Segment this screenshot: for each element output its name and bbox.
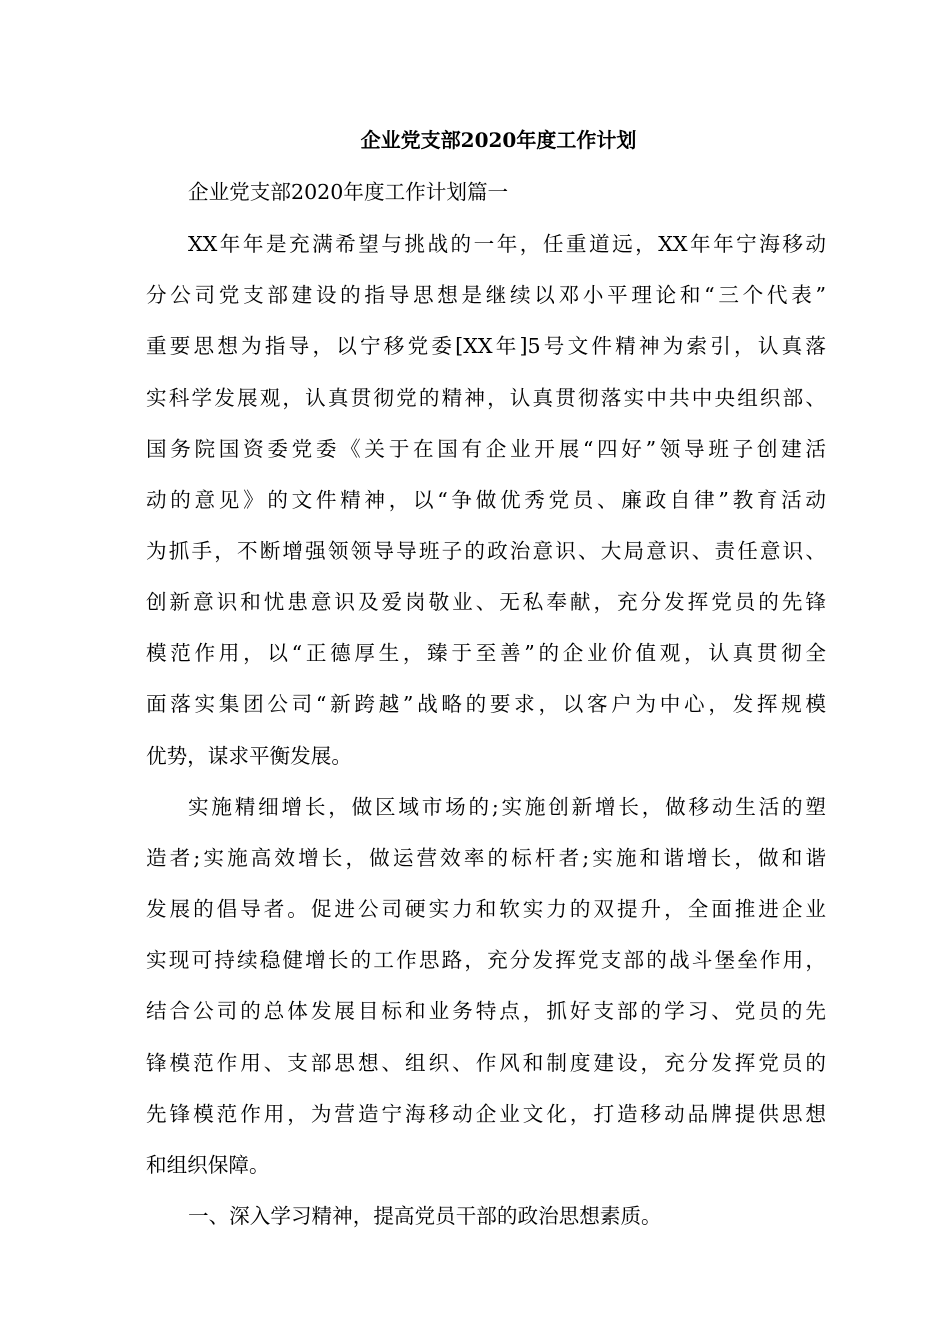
paragraph-line: 实科学发展观，认真贯彻党的精神，认真贯彻落实中共中央组织部、 xyxy=(146,386,826,410)
paragraph-line: XX年年是充满希望与挑战的一年，任重道远，XX年年宁海移动 xyxy=(188,232,826,256)
paragraph-line: 锋模范作用、支部思想、组织、作风和制度建设，充分发挥党员的 xyxy=(146,1051,826,1075)
paragraph-line: 先锋模范作用，为营造宁海移动企业文化，打造移动品牌提供思想 xyxy=(146,1102,826,1126)
paragraph-line: 国务院国资委党委《关于在国有企业开展“四好”领导班子创建活 xyxy=(146,437,826,461)
paragraph-line: 动的意见》的文件精神，以“争做优秀党员、廉政自律”教育活动 xyxy=(146,488,826,512)
paragraph-line: 造者;实施高效增长，做运营效率的标杆者;实施和谐增长，做和谐 xyxy=(146,846,826,870)
paragraph-line: 优势，谋求平衡发展。 xyxy=(146,744,352,768)
paragraph-line: 实施精细增长，做区域市场的;实施创新增长，做移动生活的塑 xyxy=(188,795,826,819)
paragraph-line: 和组织保障。 xyxy=(146,1153,270,1177)
paragraph-line: 结合公司的总体发展目标和业务特点，抓好支部的学习、党员的先 xyxy=(146,999,826,1023)
paragraph-line: 实现可持续稳健增长的工作思路，充分发挥党支部的战斗堡垒作用， xyxy=(146,948,826,972)
paragraph-line: 发展的倡导者。促进公司硬实力和软实力的双提升，全面推进企业 xyxy=(146,897,826,921)
paragraph-line: 模范作用，以“正德厚生，臻于至善”的企业价值观，认真贯彻全 xyxy=(146,641,826,665)
paragraph-line: 重要思想为指导，以宁移党委[XX年]5号文件精神为索引，认真落 xyxy=(146,334,826,358)
subtitle-line: 企业党支部2020年度工作计划篇一 xyxy=(188,180,509,204)
section-heading: 一、深入学习精神，提高党员干部的政治思想素质。 xyxy=(188,1204,662,1228)
paragraph-line: 为抓手，不断增强领领导导班子的政治意识、大局意识、责任意识、 xyxy=(146,539,826,563)
paragraph-line: 分公司党支部建设的指导思想是继续以邓小平理论和“三个代表” xyxy=(146,283,826,307)
paragraph-line: 面落实集团公司“新跨越”战略的要求，以客户为中心，发挥规模 xyxy=(146,692,826,716)
document-title: 企业党支部2020年度工作计划 xyxy=(360,128,637,152)
paragraph-line: 创新意识和忧患意识及爱岗敬业、无私奉献，充分发挥党员的先锋 xyxy=(146,590,826,614)
